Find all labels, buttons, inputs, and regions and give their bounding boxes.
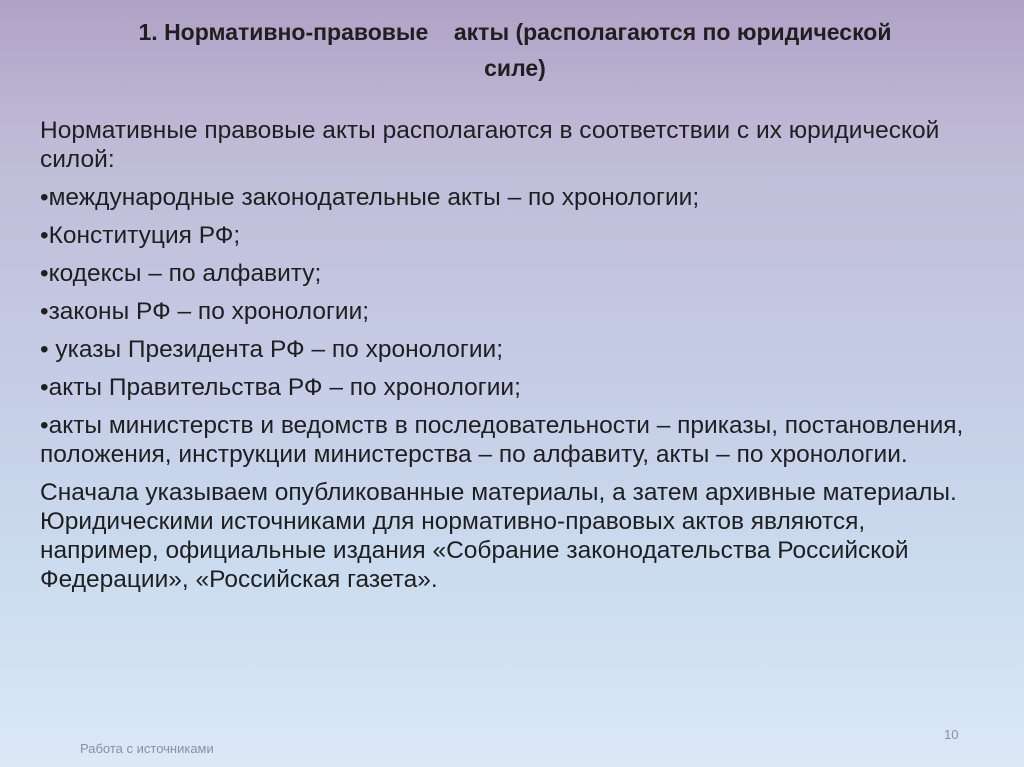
list-item-government-acts: •акты Правительства РФ – по хронологии; bbox=[40, 374, 521, 401]
list-item-constitution: •Конституция РФ; bbox=[40, 222, 241, 249]
closing-paragraph: Сначала указываем опубликованные материалы, а затем архивные материалы. Юридическими источниками для нормативно-правовых актов являются, например, официальные издания «Собрание законодательства Российской Федерации», «Российская газета». bbox=[40, 479, 957, 593]
list-item-laws: •законы РФ – по хронологии; bbox=[40, 298, 370, 325]
slide-number: 10 bbox=[944, 727, 959, 742]
slide-title bbox=[60, 14, 970, 86]
list-item-codes: •кодексы – по алфавиту; bbox=[40, 260, 322, 287]
list-item-ministry-acts: •акты министерств и ведомств в последовательности – приказы, постановления, положения, инструкции министерства – по алфавиту, акты – по хронологии. bbox=[40, 412, 964, 468]
list-item-international-acts: •международные законодательные акты – по хронологии; bbox=[40, 184, 700, 211]
intro-paragraph: Нормативные правовые акты располагаются в соответствии с их юридической силой: bbox=[40, 117, 940, 173]
list-item-presidential-decrees: • указы Президента РФ – по хронологии; bbox=[40, 336, 504, 363]
slide-title-line-1: 1. Нормативно-правовые акты (располагаются по юридической bbox=[138, 19, 892, 45]
slide-body bbox=[40, 116, 980, 603]
slide-title-line-2: силе) bbox=[484, 55, 546, 81]
slide-footer: Работа с источниками bbox=[80, 741, 214, 756]
